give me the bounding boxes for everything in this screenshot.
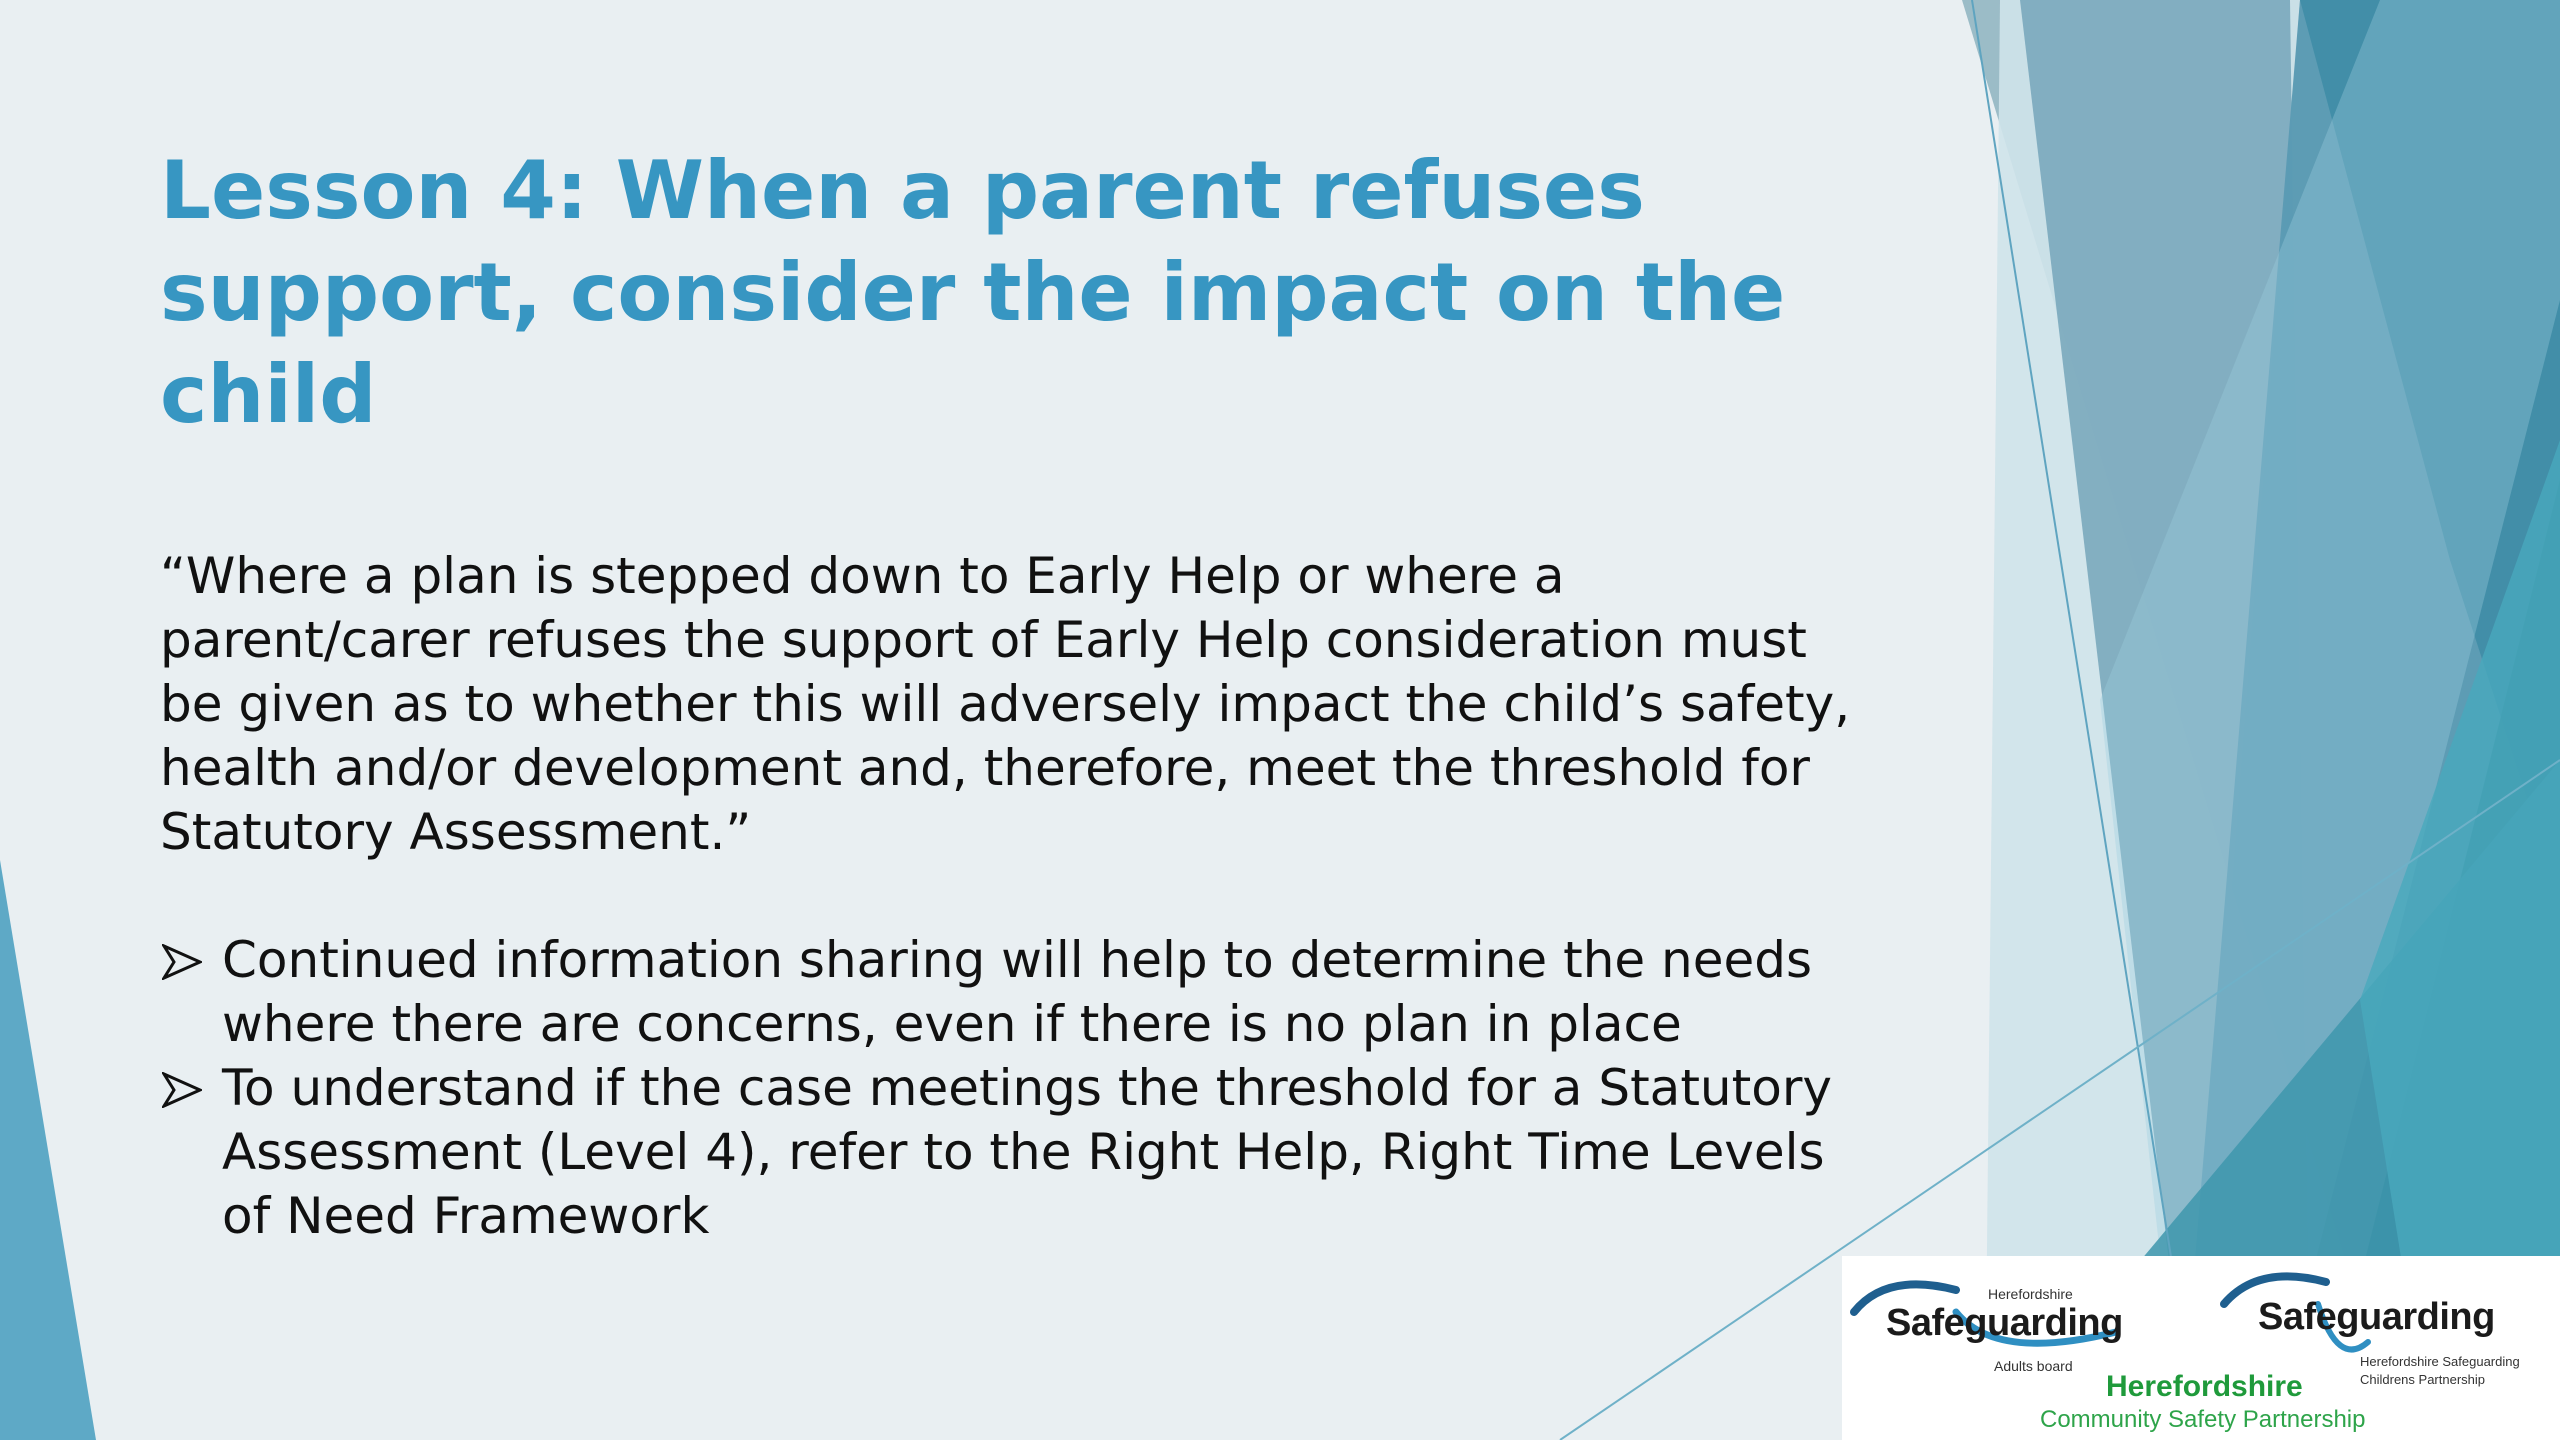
adults-logo-county: Herefordshire <box>1988 1286 2073 1302</box>
quote-text: “Where a plan is stepped down to Early Help or where a parent/carer refuses the support of Early Help consideration must be given as to whether this will adversely impact the child’s safety, health and/or development and, therefore, meet the threshold for Statutory Assessment.” <box>160 547 1851 861</box>
arrow-bullet-icon <box>162 1072 202 1108</box>
left-accent-shape <box>0 860 96 1440</box>
bullet-text: To understand if the case meetings the threshold for a Statutory Assessment (Level 4), refer to the Right Help, Right Time Levels of Need Framework <box>222 1059 1832 1245</box>
arrow-bullet-icon <box>162 944 202 980</box>
adults-safeguarding-logo <box>1846 1262 2176 1372</box>
community-safety-subtitle: Community Safety Partnership <box>2040 1406 2366 1433</box>
adults-logo-word: Safeguarding <box>1886 1302 2123 1344</box>
children-logo-word: Safeguarding <box>2258 1296 2495 1338</box>
community-safety-name: Herefordshire <box>2106 1370 2303 1403</box>
slide-title: Lesson 4: When a parent refuses support, consider the impact on the child <box>160 144 1786 441</box>
children-logo-subtitle-line2: Childrens Partnership <box>2360 1372 2486 1387</box>
bullet-item <box>160 928 1880 1056</box>
bullet-text: Continued information sharing will help to determine the needs where there are concerns, even if there is no plan in place <box>222 931 1813 1053</box>
bullet-item <box>160 1056 1880 1248</box>
adults-logo-subtitle: Adults board <box>1994 1358 2073 1374</box>
bullet-list <box>160 928 1880 1248</box>
children-logo-subtitle-line1: Herefordshire Safeguarding <box>2360 1354 2520 1369</box>
partner-logos <box>1842 1256 2560 1440</box>
children-safeguarding-logo <box>2218 1258 2558 1388</box>
